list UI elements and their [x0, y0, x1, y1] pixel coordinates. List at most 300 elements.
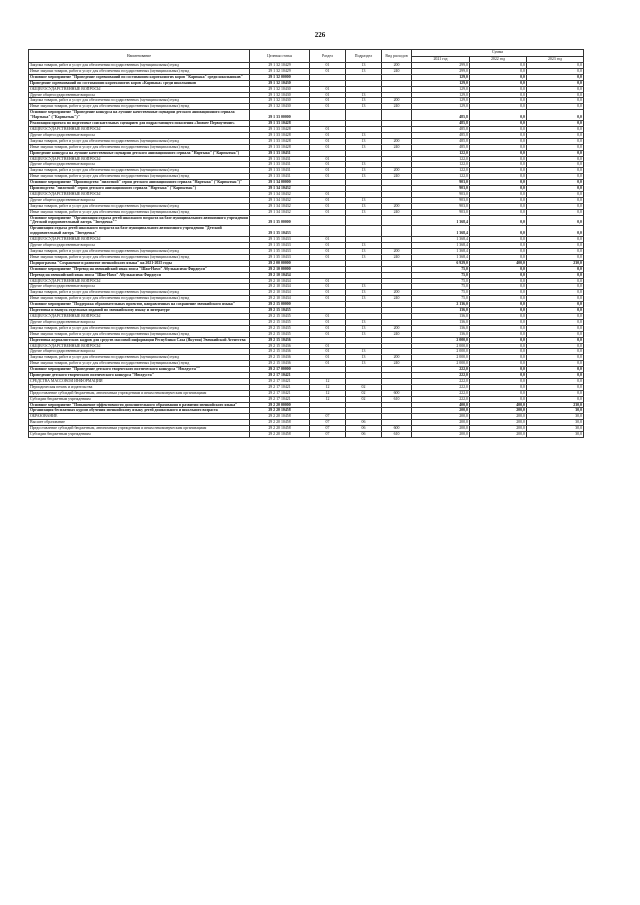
header-section: Раздел — [310, 50, 346, 63]
row-amount-2021: 903,0 — [412, 197, 470, 203]
row-target-code: 29 1 33 10431 — [250, 150, 310, 156]
row-amount-2022: 0,0 — [470, 121, 527, 127]
row-name: Иные закупки товаров, работ и услуг для обеспечения государственных (муниципальных) нужд — [29, 361, 250, 367]
row-name: Основное мероприятие "Повышение эффективности дополнительного образования в развитии эвенкийского языка" — [29, 402, 250, 408]
row-name: Другие общегосударственные вопросы — [29, 92, 250, 98]
row-name: Субсидии бюджетным учреждениям — [29, 396, 250, 402]
row-amount-2022: 0,0 — [470, 215, 527, 226]
row-name: Закупка товаров, работ и услуг для обеспечения государственных (муниципальных) нужд — [29, 290, 250, 296]
row-expense-type: 200 — [382, 168, 412, 174]
row-amount-2021: 903,0 — [412, 203, 470, 209]
row-section: 01 — [310, 296, 346, 302]
row-name: Иные закупки товаров, работ и услуг для обеспечения государственных (муниципальных) нужд — [29, 174, 250, 180]
row-amount-2022: 0,0 — [470, 150, 527, 156]
row-target-code: 29 2 20 10458 — [250, 420, 310, 426]
row-target-code: 29 2 15 10436 — [250, 343, 310, 349]
row-name: ОБЩЕГОСУДАРСТВЕННЫЕ ВОПРОСЫ — [29, 237, 250, 243]
row-target-code: 29 1 33 10431 — [250, 156, 310, 162]
row-name: Субсидии бюджетным учреждениям — [29, 432, 250, 438]
row-amount-2021: 299,0 — [412, 63, 470, 69]
row-amount-2023: 0,0 — [527, 226, 584, 237]
row-expense-type: 240 — [382, 144, 412, 150]
row-subsection: 13 — [346, 104, 382, 110]
row-amount-2022: 0,0 — [470, 337, 527, 343]
row-name: Иные закупки товаров, работ и услуг для обеспечения государственных (муниципальных) нужд — [29, 68, 250, 74]
row-amount-2023: 30,0 — [527, 408, 584, 414]
row-subsection: 13 — [346, 361, 382, 367]
row-amount-2021: 129,0 — [412, 98, 470, 104]
row-target-code: 29 1 33 10428 — [250, 144, 310, 150]
row-section: 01 — [310, 132, 346, 138]
row-amount-2023: 0,0 — [527, 361, 584, 367]
row-amount-2021: 75,0 — [412, 296, 470, 302]
row-amount-2021: 6 929,0 — [412, 260, 470, 266]
row-amount-2023: 0,0 — [527, 86, 584, 92]
row-name: Другие общегосударственные вопросы — [29, 162, 250, 168]
row-name: Проведение конкурса на лучшие качественные сценарии детского анимационного сериала "Нартыка" ("Карпытык") — [29, 150, 250, 156]
row-target-code: 29 1 32 10430 — [250, 86, 310, 92]
row-target-code: 29 2 15 10436 — [250, 349, 310, 355]
row-subsection: 13 — [346, 319, 382, 325]
row-amount-2021: 75,0 — [412, 266, 470, 272]
row-amount-2023: 0,0 — [527, 296, 584, 302]
row-amount-2021: 200,0 — [412, 414, 470, 420]
row-section — [310, 215, 346, 226]
row-target-code: 29 2 15 10435 — [250, 325, 310, 331]
row-amount-2021: 122,0 — [412, 174, 470, 180]
row-subsection: 13 — [346, 254, 382, 260]
row-amount-2022: 0,0 — [470, 284, 527, 290]
row-subsection: 13 — [346, 249, 382, 255]
row-target-code: 29 1 32 10430 — [250, 104, 310, 110]
row-amount-2021: 122,0 — [412, 156, 470, 162]
row-amount-2022: 0,0 — [470, 302, 527, 308]
row-section: 01 — [310, 355, 346, 361]
row-subsection: 13 — [346, 284, 382, 290]
row-amount-2022: 0,0 — [470, 249, 527, 255]
row-section: 01 — [310, 249, 346, 255]
row-section: 12 — [310, 396, 346, 402]
row-amount-2021: 903,0 — [412, 180, 470, 186]
row-expense-type: 200 — [382, 355, 412, 361]
row-subsection: 13 — [346, 92, 382, 98]
table-row — [29, 226, 584, 237]
row-amount-2021: 136,0 — [412, 308, 470, 314]
row-amount-2022: 0,0 — [470, 174, 527, 180]
row-name: Подготовка журналистских кадров для средств массовой информации Республики Саха (Якутия) Эвенкийской Агентства — [29, 337, 250, 343]
row-amount-2021: 2 136,0 — [412, 302, 470, 308]
row-section: 01 — [310, 325, 346, 331]
row-section: 01 — [310, 144, 346, 150]
row-amount-2021: 1 368,4 — [412, 226, 470, 237]
row-amount-2023: 0,0 — [527, 266, 584, 272]
header-year-2022: 2022 год — [470, 56, 527, 63]
row-amount-2021: 485,8 — [412, 144, 470, 150]
row-amount-2023: 230,0 — [527, 260, 584, 266]
row-expense-type: 240 — [382, 331, 412, 337]
row-amount-2023: 0,0 — [527, 237, 584, 243]
row-amount-2023: 230,0 — [527, 402, 584, 408]
row-expense-type: 610 — [382, 432, 412, 438]
row-subsection — [346, 226, 382, 237]
row-section: 07 — [310, 414, 346, 420]
row-section: 01 — [310, 284, 346, 290]
row-target-code: 29 1 33 10428 — [250, 126, 310, 132]
row-amount-2023: 0,0 — [527, 156, 584, 162]
row-target-code: 29 2 15 10436 — [250, 337, 310, 343]
row-name: Другие общегосударственные вопросы — [29, 197, 250, 203]
row-amount-2021: 136,0 — [412, 325, 470, 331]
row-section: 12 — [310, 384, 346, 390]
row-name: Перевод на эвенкийский язык эпоса "Шан-Намэ" Абулькасима Фирдоуси — [29, 272, 250, 278]
header-name: Наименование — [29, 50, 250, 63]
row-amount-2023: 0,0 — [527, 243, 584, 249]
row-subsection: 13 — [346, 63, 382, 69]
row-expense-type: 200 — [382, 290, 412, 296]
row-target-code: 29 2 00 00000 — [250, 260, 310, 266]
row-name: ОБЩЕГОСУДАРСТВЕННЫЕ ВОПРОСЫ — [29, 278, 250, 284]
row-amount-2023: 0,0 — [527, 284, 584, 290]
row-target-code: 29 2 17 10421 — [250, 390, 310, 396]
row-amount-2023: 0,0 — [527, 168, 584, 174]
row-section: 01 — [310, 156, 346, 162]
row-amount-2021: 122,0 — [412, 150, 470, 156]
row-target-code: 29 2 10 10434 — [250, 290, 310, 296]
row-name: Закупка товаров, работ и услуг для обеспечения государственных (муниципальных) нужд — [29, 203, 250, 209]
row-subsection: 02 — [346, 390, 382, 396]
row-amount-2021: 485,8 — [412, 110, 470, 121]
row-amount-2021: 129,0 — [412, 86, 470, 92]
row-amount-2021: 1 368,4 — [412, 237, 470, 243]
row-name: Закупка товаров, работ и услуг для обеспечения государственных (муниципальных) нужд — [29, 138, 250, 144]
header-subsection: Подраздел — [346, 50, 382, 63]
row-amount-2023: 0,0 — [527, 110, 584, 121]
row-section: 01 — [310, 191, 346, 197]
row-amount-2022: 0,0 — [470, 349, 527, 355]
row-amount-2023: 0,0 — [527, 249, 584, 255]
row-amount-2021: 200,0 — [412, 408, 470, 414]
row-section: 01 — [310, 319, 346, 325]
row-target-code: 29 1 33 10431 — [250, 168, 310, 174]
row-amount-2023: 0,0 — [527, 74, 584, 80]
table-body — [29, 63, 584, 438]
row-amount-2022: 0,0 — [470, 168, 527, 174]
row-subsection: 13 — [346, 174, 382, 180]
row-amount-2023: 0,0 — [527, 126, 584, 132]
row-amount-2021: 75,0 — [412, 284, 470, 290]
row-section: 12 — [310, 378, 346, 384]
row-target-code: 29 2 15 00000 — [250, 302, 310, 308]
header-expense-type: Вид расходов — [382, 50, 412, 63]
page-number: 226 — [314, 31, 326, 39]
row-amount-2023: 0,0 — [527, 308, 584, 314]
row-name: Иные закупки товаров, работ и услуг для обеспечения государственных (муниципальных) нужд — [29, 144, 250, 150]
row-target-code: 29 2 15 10436 — [250, 361, 310, 367]
row-amount-2022: 0,0 — [470, 226, 527, 237]
row-amount-2022: 0,0 — [470, 296, 527, 302]
budget-table — [28, 49, 584, 438]
row-name: Закупка товаров, работ и услуг для обеспечения государственных (муниципальных) нужд — [29, 325, 250, 331]
row-name: Иные закупки товаров, работ и услуг для обеспечения государственных (муниципальных) нужд — [29, 331, 250, 337]
row-section: 01 — [310, 168, 346, 174]
row-name: ОБЩЕГОСУДАРСТВЕННЫЕ ВОПРОСЫ — [29, 126, 250, 132]
row-amount-2022: 0,0 — [470, 237, 527, 243]
row-amount-2023: 0,0 — [527, 132, 584, 138]
row-amount-2022: 0,0 — [470, 180, 527, 186]
row-amount-2021: 122,0 — [412, 168, 470, 174]
row-amount-2023: 0,0 — [527, 396, 584, 402]
row-name: Проведение соревнований по состязаниям коротконогих коров «Карпыка» среди школьников — [29, 80, 250, 86]
row-target-code: 29 1 32 10429 — [250, 63, 310, 69]
row-amount-2021: 200,0 — [412, 420, 470, 426]
row-amount-2021: 903,0 — [412, 191, 470, 197]
row-expense-type — [382, 110, 412, 121]
table-row — [29, 215, 584, 226]
row-target-code: 29 2 15 10435 — [250, 331, 310, 337]
row-target-code: 29 1 34 10432 — [250, 191, 310, 197]
row-target-code: 29 1 35 10433 — [250, 249, 310, 255]
row-amount-2023: 0,0 — [527, 186, 584, 192]
row-section: 01 — [310, 313, 346, 319]
row-target-code: 29 1 34 00000 — [250, 180, 310, 186]
row-section: 01 — [310, 343, 346, 349]
row-target-code: 29 1 34 10432 — [250, 197, 310, 203]
row-section: 01 — [310, 162, 346, 168]
row-name: Подготовка и выпуск отдельных изданий по эвенкийскому языку и литературе — [29, 308, 250, 314]
row-amount-2023: 0,0 — [527, 162, 584, 168]
row-amount-2023: 0,0 — [527, 215, 584, 226]
row-amount-2021: 136,0 — [412, 331, 470, 337]
row-amount-2022: 200,0 — [470, 420, 527, 426]
row-amount-2022: 0,0 — [470, 319, 527, 325]
row-target-code: 29 2 15 10435 — [250, 308, 310, 314]
row-amount-2021: 222,0 — [412, 373, 470, 379]
row-amount-2021: 2 000,0 — [412, 361, 470, 367]
row-subsection: 13 — [346, 349, 382, 355]
row-amount-2021: 1 368,4 — [412, 254, 470, 260]
row-amount-2022: 0,0 — [470, 138, 527, 144]
row-expense-type: 200 — [382, 63, 412, 69]
row-amount-2023: 0,0 — [527, 104, 584, 110]
row-name: Подпрограмма "Сохранение и развитие эвенкийского языка" на 2021-2025 годы — [29, 260, 250, 266]
row-amount-2022: 0,0 — [470, 272, 527, 278]
row-amount-2023: 0,0 — [527, 390, 584, 396]
row-amount-2023: 0,0 — [527, 121, 584, 127]
row-subsection: 13 — [346, 355, 382, 361]
row-name: Проведение детского творческого поэтического конкурса "Нюлдуста" — [29, 373, 250, 379]
row-subsection: 13 — [346, 331, 382, 337]
row-name: ОБЩЕГОСУДАРСТВЕННЫЕ ВОПРОСЫ — [29, 156, 250, 162]
row-amount-2022: 0,0 — [470, 331, 527, 337]
row-subsection: 13 — [346, 168, 382, 174]
row-amount-2022: 400,0 — [470, 260, 527, 266]
row-subsection: 13 — [346, 296, 382, 302]
row-name: Основное мероприятие "Проведение соревнований по состязаниям коротконогих коров "Карпыка" среди школьников" — [29, 74, 250, 80]
row-target-code: 29 2 20 10458 — [250, 414, 310, 420]
row-amount-2023: 30,0 — [527, 426, 584, 432]
row-target-code: 29 2 17 00000 — [250, 367, 310, 373]
row-amount-2022: 0,0 — [470, 162, 527, 168]
row-expense-type: 200 — [382, 138, 412, 144]
row-expense-type: 200 — [382, 203, 412, 209]
row-amount-2021: 1 368,4 — [412, 243, 470, 249]
row-amount-2022: 400,0 — [470, 402, 527, 408]
row-amount-2023: 0,0 — [527, 174, 584, 180]
row-amount-2023: 0,0 — [527, 197, 584, 203]
row-amount-2022: 0,0 — [470, 396, 527, 402]
row-target-code: 29 1 35 10433 — [250, 254, 310, 260]
row-amount-2021: 129,0 — [412, 74, 470, 80]
row-amount-2023: 0,0 — [527, 355, 584, 361]
row-amount-2023: 0,0 — [527, 80, 584, 86]
row-amount-2023: 0,0 — [527, 63, 584, 69]
row-amount-2021: 129,0 — [412, 104, 470, 110]
row-name: ОБЩЕГОСУДАРСТВЕННЫЕ ВОПРОСЫ — [29, 86, 250, 92]
row-amount-2021: 222,0 — [412, 384, 470, 390]
row-section: 01 — [310, 278, 346, 284]
row-amount-2022: 0,0 — [470, 367, 527, 373]
row-amount-2022: 0,0 — [470, 126, 527, 132]
row-amount-2021: 485,8 — [412, 121, 470, 127]
row-amount-2022: 0,0 — [470, 384, 527, 390]
row-amount-2023: 0,0 — [527, 98, 584, 104]
row-amount-2022: 0,0 — [470, 278, 527, 284]
row-amount-2021: 299,0 — [412, 68, 470, 74]
row-name: Иные закупки товаров, работ и услуг для обеспечения государственных (муниципальных) нужд — [29, 104, 250, 110]
row-amount-2022: 0,0 — [470, 80, 527, 86]
row-amount-2022: 0,0 — [470, 68, 527, 74]
row-section — [310, 226, 346, 237]
row-target-code: 29 1 35 10433 — [250, 226, 310, 237]
row-target-code: 29 1 33 10428 — [250, 138, 310, 144]
row-amount-2023: 0,0 — [527, 319, 584, 325]
row-target-code: 29 2 10 10434 — [250, 284, 310, 290]
row-amount-2021: 485,8 — [412, 132, 470, 138]
row-amount-2023: 0,0 — [527, 180, 584, 186]
row-amount-2022: 0,0 — [470, 290, 527, 296]
row-expense-type: 240 — [382, 68, 412, 74]
row-name: Другие общегосударственные вопросы — [29, 132, 250, 138]
row-target-code: 29 1 33 10428 — [250, 121, 310, 127]
row-expense-type: 240 — [382, 254, 412, 260]
row-name: Иные закупки товаров, работ и услуг для обеспечения государственных (муниципальных) нужд — [29, 209, 250, 215]
row-section: 01 — [310, 98, 346, 104]
row-target-code: 29 2 17 10421 — [250, 373, 310, 379]
row-subsection: 06 — [346, 432, 382, 438]
row-subsection: 06 — [346, 420, 382, 426]
row-amount-2022: 0,0 — [470, 197, 527, 203]
row-amount-2023: 30,0 — [527, 414, 584, 420]
row-amount-2023: 0,0 — [527, 367, 584, 373]
row-target-code: 29 2 20 10458 — [250, 408, 310, 414]
row-amount-2023: 0,0 — [527, 138, 584, 144]
row-amount-2021: 485,8 — [412, 126, 470, 132]
row-name: Предоставление субсидий бюджетным, автономным учреждениям и иным некоммерческим организациям — [29, 426, 250, 432]
row-amount-2023: 0,0 — [527, 209, 584, 215]
table-row — [29, 432, 584, 438]
row-amount-2022: 0,0 — [470, 132, 527, 138]
row-target-code: 29 1 32 10430 — [250, 92, 310, 98]
row-amount-2021: 2 000,0 — [412, 355, 470, 361]
row-amount-2023: 30,0 — [527, 420, 584, 426]
row-subsection: 13 — [346, 162, 382, 168]
row-amount-2022: 0,0 — [470, 156, 527, 162]
row-target-code: 29 2 17 10421 — [250, 384, 310, 390]
row-name: ОБЩЕГОСУДАРСТВЕННЫЕ ВОПРОСЫ — [29, 313, 250, 319]
header-year-2023: 2023 год — [527, 56, 584, 63]
row-section: 01 — [310, 104, 346, 110]
row-target-code: 29 1 32 00000 — [250, 74, 310, 80]
row-amount-2022: 0,0 — [470, 308, 527, 314]
row-amount-2021: 222,0 — [412, 396, 470, 402]
row-amount-2021: 2 000,0 — [412, 337, 470, 343]
row-target-code: 29 2 10 10434 — [250, 296, 310, 302]
row-name: Другие общегосударственные вопросы — [29, 284, 250, 290]
row-amount-2022: 0,0 — [470, 191, 527, 197]
row-amount-2021: 2 000,0 — [412, 343, 470, 349]
table-header — [29, 50, 584, 63]
row-amount-2022: 0,0 — [470, 98, 527, 104]
row-name: ОБРАЗОВАНИЕ — [29, 414, 250, 420]
row-name: Основное мероприятие "Проведение конкурса на лучшие качественные сценарии детского анимационного сериала "Нартыка" ("Карпытык")" — [29, 110, 250, 121]
row-amount-2021: 485,8 — [412, 138, 470, 144]
row-amount-2021: 200,0 — [412, 426, 470, 432]
row-amount-2021: 75,0 — [412, 272, 470, 278]
row-name: Высшее образование — [29, 420, 250, 426]
row-name: Организация бесплатных курсов обучения эвенкийскому языку детей дошкольного и школьного возраста — [29, 408, 250, 414]
row-subsection: 13 — [346, 98, 382, 104]
row-amount-2023: 0,0 — [527, 191, 584, 197]
row-amount-2022: 0,0 — [470, 313, 527, 319]
row-target-code: 29 2 20 00000 — [250, 402, 310, 408]
row-subsection — [346, 110, 382, 121]
row-amount-2023: 0,0 — [527, 302, 584, 308]
row-subsection: 06 — [346, 426, 382, 432]
row-section: 01 — [310, 237, 346, 243]
row-target-code: 29 2 17 10421 — [250, 396, 310, 402]
row-name: ОБЩЕГОСУДАРСТВЕННЫЕ ВОПРОСЫ — [29, 343, 250, 349]
row-expense-type: 600 — [382, 426, 412, 432]
row-section: 01 — [310, 349, 346, 355]
row-name: Основное мероприятие "Поддержка образовательных проектов, направленных на сохранение эвенкийского языка" — [29, 302, 250, 308]
row-name: Предоставление субсидий бюджетным, автономным учреждениям и иным некоммерческим организациям — [29, 390, 250, 396]
row-amount-2021: 136,0 — [412, 313, 470, 319]
row-section: 01 — [310, 203, 346, 209]
row-target-code: 29 1 34 10432 — [250, 186, 310, 192]
row-name: СРЕДСТВА МАССОВОЙ ИНФОРМАЦИИ — [29, 378, 250, 384]
row-amount-2022: 0,0 — [470, 63, 527, 69]
row-target-code: 29 2 15 10436 — [250, 355, 310, 361]
row-section: 01 — [310, 290, 346, 296]
row-amount-2021: 903,0 — [412, 186, 470, 192]
row-target-code: 29 2 20 10458 — [250, 432, 310, 438]
row-amount-2021: 75,0 — [412, 290, 470, 296]
header-year-2021: 2021 год — [412, 56, 470, 63]
row-section: 01 — [310, 361, 346, 367]
header-target-code: Целевая статья — [250, 50, 310, 63]
row-section: 01 — [310, 63, 346, 69]
row-expense-type: 200 — [382, 325, 412, 331]
row-amount-2021: 400,0 — [412, 402, 470, 408]
row-section: 01 — [310, 197, 346, 203]
row-subsection — [346, 215, 382, 226]
row-amount-2023: 0,0 — [527, 290, 584, 296]
row-target-code: 29 2 10 10434 — [250, 272, 310, 278]
row-expense-type — [382, 215, 412, 226]
row-amount-2021: 222,0 — [412, 378, 470, 384]
row-name: Основное мероприятие "Проведение детского творческого поэтического конкурса "Нюлдуста"" — [29, 367, 250, 373]
row-amount-2021: 129,0 — [412, 92, 470, 98]
